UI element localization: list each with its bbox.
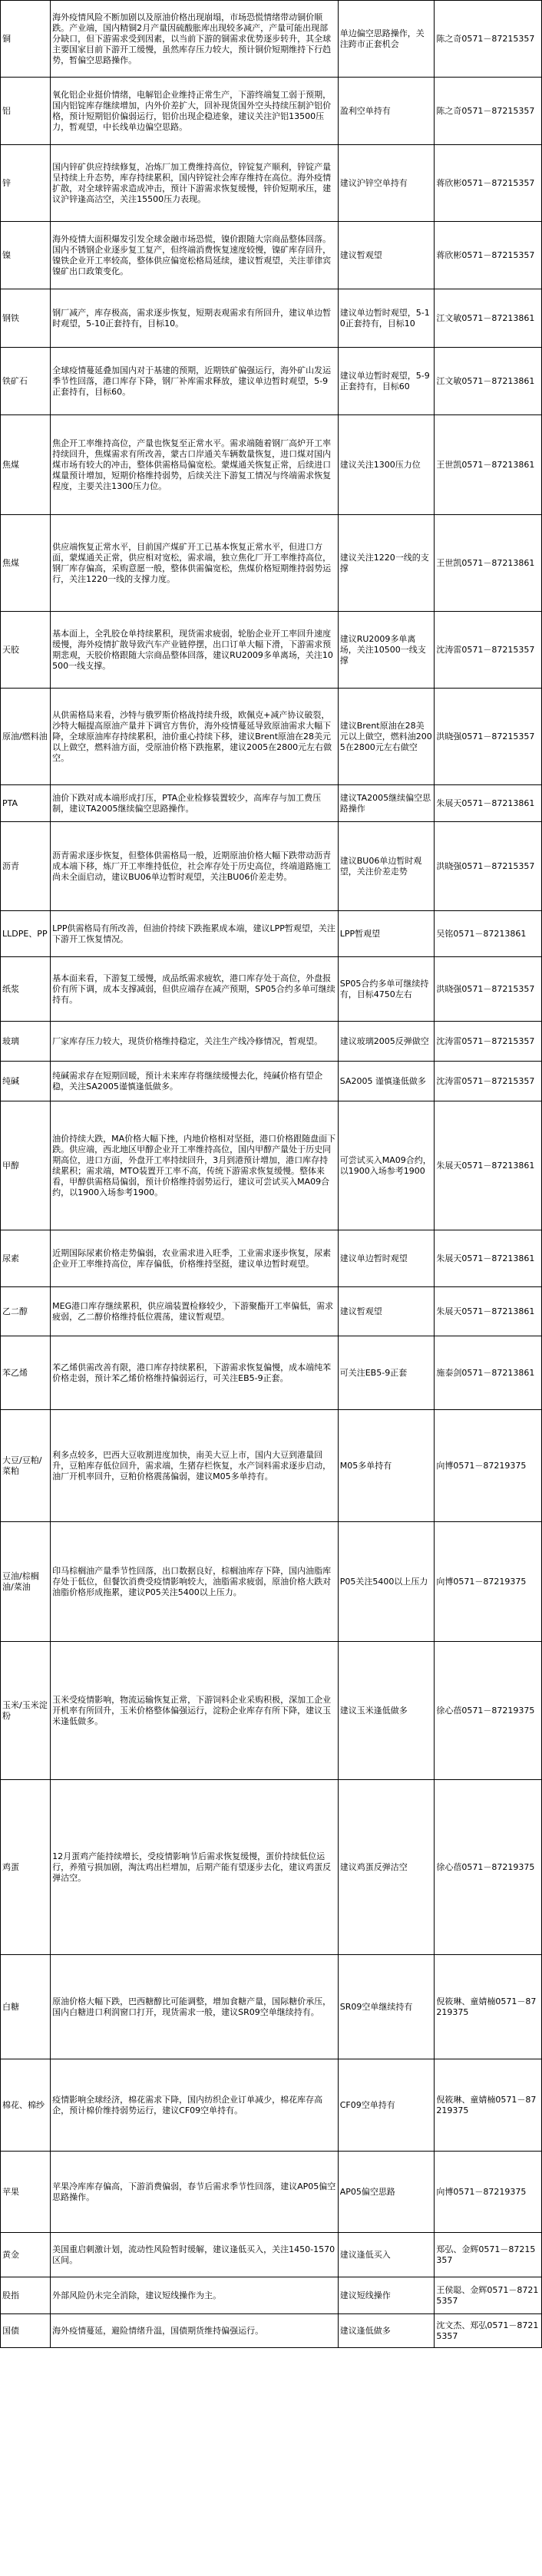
analyst-contact: 向博0571－87219375	[435, 2152, 542, 2233]
strategy-advice: 建议关注1300压力位	[338, 415, 435, 515]
market-analysis: 钢厂减产，库存极高，需求逐步恢复，短期表观需求有所回升，建议单边暂时观望，5-10正套持有，目标10。	[51, 289, 339, 348]
commodity-name: 纯碱	[1, 1062, 51, 1101]
table-row	[1, 1, 542, 78]
market-analysis: 纯碱需求存在短期回暖，预计未来库存将继续缓慢去化，纯碱价格有望企稳，关注SA2005谨慎逢低做多。	[51, 1062, 339, 1101]
commodity-name: 甲醇	[1, 1101, 51, 1230]
market-analysis: 利多点较多，巴西大豆收割进度加快，南美大豆上市，国内大豆到港量回升，豆粕库存低位回升，需求端，生猪存栏恢复，水产饲料需求逐步启动，油厂开机率回升，豆粕价格震荡偏弱，建议M05多单持有。	[51, 1410, 339, 1522]
table-row	[1, 785, 542, 822]
commodity-name: PTA	[1, 785, 51, 822]
analyst-contact: 徐心蓓0571－87219375	[435, 1780, 542, 1955]
analyst-contact: 倪筱琳、童婧楠0571－87219375	[435, 2059, 542, 2152]
analyst-contact: 朱展天0571－87213861	[435, 785, 542, 822]
commodity-name: 黄金	[1, 2233, 51, 2277]
table-row	[1, 2233, 542, 2277]
commodity-name: 乙二醇	[1, 1287, 51, 1336]
market-analysis: 印马棕榈油产量季节性回落，出口数据良好，棕榈油库存下降，国内油脂库存处于低位，但餐饮消费受疫情影响较大，油脂需求疲弱，原油价格大跌对油脂价格形成拖累，建议P05关注5400以上压力。	[51, 1522, 339, 1642]
commodity-name: 玻璃	[1, 1022, 51, 1062]
strategy-advice: SP05合约多单可继续持有，目标4750左右	[338, 957, 435, 1022]
strategy-advice: 建议关注1220一线的支撑	[338, 515, 435, 612]
commodity-name: 玉米/玉米淀粉	[1, 1642, 51, 1780]
strategy-advice: 建议BU06单边暂时观望，关注价差走势	[338, 822, 435, 911]
strategy-advice: 建议逢低做多	[338, 2314, 435, 2348]
analyst-contact: 施泰剑0571－87213861	[435, 1336, 542, 1410]
strategy-advice: P05关注5400以上压力	[338, 1522, 435, 1642]
strategy-advice: 建议短线操作	[338, 2277, 435, 2314]
table-row	[1, 957, 542, 1022]
strategy-advice: CF09空单持有	[338, 2059, 435, 2152]
market-analysis: 基本面上，全乳胶仓单持续累积，现货需求疲弱，轮胎企业开工率回升速度缓慢，海外疫情扩散导致汽车产业链停摆，出口订单大幅下滑，下游需求预期悲观，天胶价格跟随大宗商品整体回落，建议RU2009多单离场，关注10500一线支撑。	[51, 612, 339, 689]
commodity-name: 天胶	[1, 612, 51, 689]
table-row	[1, 1022, 542, 1062]
commodity-name: 铜	[1, 1, 51, 78]
market-analysis: 近期国际尿素价格走势偏弱，农业需求进入旺季，工业需求逐步恢复，尿素企业开工率维持高位，库存偏低，价格维持坚挺，建议单边暂时观望。	[51, 1230, 339, 1287]
table-row	[1, 2152, 542, 2233]
commodity-name: 苹果	[1, 2152, 51, 2233]
table-body	[1, 1, 542, 2348]
analyst-contact: 徐心蓓0571－87219375	[435, 1642, 542, 1780]
commodity-name: 镍	[1, 222, 51, 289]
table-row	[1, 415, 542, 515]
table-row	[1, 1410, 542, 1522]
table-row	[1, 2314, 542, 2348]
analyst-contact: 吴铭0571－87213861	[435, 911, 542, 957]
strategy-advice: 建议单边暂时观望，5-10正套持有，目标10	[338, 289, 435, 348]
analyst-contact: 沈文杰、郑弘0571－87215357	[435, 2314, 542, 2348]
commodity-name: 棉花、棉纱	[1, 2059, 51, 2152]
strategy-advice: AP05偏空思路	[338, 2152, 435, 2233]
commodity-name: 股指	[1, 2277, 51, 2314]
commodity-name: 苯乙烯	[1, 1336, 51, 1410]
table-row	[1, 348, 542, 415]
table-row	[1, 2059, 542, 2152]
market-analysis: 海外疫情蔓延，避险情绪升温，国债期货维持偏强运行。	[51, 2314, 339, 2348]
commodity-name: 锌	[1, 145, 51, 222]
market-analysis: 油价下跌对成本端形成打压，PTA企业检修装置较少，高库存与加工费压制，建议TA2005继续偏空思路操作。	[51, 785, 339, 822]
market-analysis: 苯乙烯供需改善有限，港口库存持续累积，下游需求恢复偏慢，成本端纯苯价格走弱，预计苯乙烯价格维持偏弱运行，可关注EB5-9正套。	[51, 1336, 339, 1410]
analyst-contact: 洪晓强0571－87215357	[435, 957, 542, 1022]
market-analysis: 供应端恢复正常水平，目前国产煤矿开工已基本恢复正常水平，但进口方面，蒙煤通关正常，供应相对宽松，需求端，独立焦化厂开工率维持高位，钢厂库存偏高，采购意愿一般，整体供需偏宽松，焦煤价格短期维持弱势运行，关注1220一线的支撑力度。	[51, 515, 339, 612]
market-analysis: LPP供需格局有所改善，但油价持续下跌拖累成本端，建议LPP暂观望，关注下游开工恢复情况。	[51, 911, 339, 957]
market-analysis: MEG港口库存继续累积，供应端装置检修较少，下游聚酯开工率偏低，需求疲弱，乙二醇价格维持低位震荡，建议暂观望。	[51, 1287, 339, 1336]
strategy-advice: 建议鸡蛋反弹沽空	[338, 1780, 435, 1955]
strategy-advice: 盈利空单持有	[338, 78, 435, 145]
analyst-contact: 郑弘、金辉0571－87215357	[435, 2233, 542, 2277]
analyst-contact: 蒋欣彬0571－87215357	[435, 222, 542, 289]
strategy-advice: 建议逢低买入	[338, 2233, 435, 2277]
table-row	[1, 1336, 542, 1410]
market-analysis: 厂家库存压力较大，现货价格维持稳定，关注生产线冷修情况，暂观望。	[51, 1022, 339, 1062]
table-row	[1, 822, 542, 911]
strategy-advice: 单边偏空思路操作，关注跨市正套机会	[338, 1, 435, 78]
strategy-advice: 建议单边暂时观望，5-9正套持有，目标60	[338, 348, 435, 415]
commodity-name: 白糖	[1, 1955, 51, 2059]
strategy-advice: M05多单持有	[338, 1410, 435, 1522]
table-row	[1, 289, 542, 348]
market-analysis: 玉米受疫情影响，物流运输恢复正常，下游饲料企业采购积极，深加工企业开机率有所回升，玉米价格整体偏强运行，淀粉企业库存有所下降，建议玉米逢低做多。	[51, 1642, 339, 1780]
commodity-name: 鸡蛋	[1, 1780, 51, 1955]
commodity-name: 焦煤	[1, 415, 51, 515]
analyst-contact: 江文敏0571－87213861	[435, 348, 542, 415]
commodity-name: 尿素	[1, 1230, 51, 1287]
analyst-contact: 朱展天0571－87213861	[435, 1287, 542, 1336]
market-analysis: 海外疫情风险不断加剧以及原油价格出现崩塌，市场恐慌情绪带动铜价顺跌。产业端，国内精铜2月产量因硫酸胀库出现较多减产，产量可能出现部分缺口，但下游需求受到因素，以当前下游的铜需求优势逐步转升，其全球主要国家目前下游开工缓慢，虽然库存压力较大，预计铜价短期维持下行趋势，暂偏空思路操作。	[51, 1, 339, 78]
strategy-advice: 建议玉米逢低做多	[338, 1642, 435, 1780]
market-analysis: 氧化铝企业挺价情绪，电解铝企业维持正常生产，下游终端复工弱于预期，国内铝锭库存继续增加，内外价差扩大，回补现货国外空头持续压制沪铝价格，预计短期铝价偏弱运行，铝价出现企稳迹象，建议关注沪铝13500压力，暂观望，中长线单边偏空思路。	[51, 78, 339, 145]
commodity-name: 焦煤	[1, 515, 51, 612]
analyst-contact: 向博0571－87219375	[435, 1410, 542, 1522]
strategy-advice: 建议TA2005继续偏空思路操作	[338, 785, 435, 822]
commodity-name: 铁矿石	[1, 348, 51, 415]
analyst-contact: 王侯聪、金辉0571－87215357	[435, 2277, 542, 2314]
table-row	[1, 2277, 542, 2314]
market-analysis: 基本面来看，下游复工缓慢，成品纸需求疲软，港口库存处于高位，外盘报价有所下调，成本支撑减弱，但供应端存在减产预期，SP05合约多单可继续持有。	[51, 957, 339, 1022]
table-row	[1, 689, 542, 785]
analyst-contact: 洪晓强0571－87215357	[435, 822, 542, 911]
table-row	[1, 1780, 542, 1955]
table-row	[1, 222, 542, 289]
commodity-name: 纸浆	[1, 957, 51, 1022]
commodity-name: 铝	[1, 78, 51, 145]
market-analysis: 外部风险仍未完全消除，建议短线操作为主。	[51, 2277, 339, 2314]
strategy-advice: 可尝试买入MA09合约，以1900入场参考1900	[338, 1101, 435, 1230]
analyst-contact: 蒋欣彬0571－87215357	[435, 145, 542, 222]
market-analysis: 沥青需求逐步恢复，但整体供需格局一般，近期原油价格大幅下跌带动沥青成本端下移，炼厂开工率维持低位，社会库存处于历史高位，终端道路施工尚未全面启动，建议BU06单边暂时观望，关注BU06价差走势。	[51, 822, 339, 911]
analyst-contact: 向博0571－87219375	[435, 1522, 542, 1642]
table-row	[1, 1955, 542, 2059]
market-analysis: 焦企开工率维持高位，产量也恢复至正常水平。需求端随着钢厂高炉开工率持续回升，焦煤需求有所改善，蒙古口岸通关车辆数量恢复，进口煤对国内煤市场有较大的冲击，整体供需格局偏宽松。蒙煤通关恢复正常，后续进口煤量预计增加，短期价格维持弱势，后续关注下游复工情况与终端需求恢复程度，主要关注1300压力位。	[51, 415, 339, 515]
commodity-name: 钢铁	[1, 289, 51, 348]
commodity-name: LLDPE、PP	[1, 911, 51, 957]
strategy-advice: 建议沪锌空单持有	[338, 145, 435, 222]
strategy-advice: SA2005 谨慎逢低做多	[338, 1062, 435, 1101]
analyst-contact: 王世凯0571－87213861	[435, 515, 542, 612]
strategy-advice: 建议暂观望	[338, 1287, 435, 1336]
analyst-contact: 沈涛雷0571－87215357	[435, 1062, 542, 1101]
table-row	[1, 145, 542, 222]
table-row	[1, 1062, 542, 1101]
analyst-contact: 洪晓强0571－87215357	[435, 689, 542, 785]
commodity-name: 沥青	[1, 822, 51, 911]
market-analysis: 全球疫情蔓延叠加国内对于基建的预期，近期铁矿偏强运行，海外矿山发运季节性回落，港口库存下降，钢厂补库需求释放，建议单边暂时观望，5-9正套持有，目标60。	[51, 348, 339, 415]
analyst-contact: 沈涛雷0571－87215357	[435, 612, 542, 689]
commodity-name: 豆油/棕榈油/菜油	[1, 1522, 51, 1642]
strategy-advice: 建议玻璃2005反弹做空	[338, 1022, 435, 1062]
analyst-contact: 王世凯0571－87213861	[435, 415, 542, 515]
analyst-contact: 朱展天0571－87213861	[435, 1230, 542, 1287]
strategy-advice: 建议RU2009多单离场，关注10500一线支撑	[338, 612, 435, 689]
market-analysis: 美国重启刺激计划，流动性风险暂时缓解，建议逢低买入，关注1450-1570区间。	[51, 2233, 339, 2277]
market-analysis: 油价持续大跌，MA价格大幅下挫，内地价格相对坚挺，港口价格跟随盘面下跌。供应端，西北地区甲醇企业开工率维持高位，国内甲醇产量处于历史同期高位，进口方面，外盘开工率持续回升，3月到港预计增加，港口库存持续累积；需求端，MTO装置开工率不高，传统下游需求恢复缓慢。整体来看，甲醇供需格局偏弱，预计价格维持弱势运行，建议可尝试买入MA09合约，以1900入场参考1900。	[51, 1101, 339, 1230]
analyst-contact: 陈之奇0571－87215357	[435, 1, 542, 78]
strategy-advice: 建议Brent原油在28美元以上做空，燃料油2005在2800元左右做空	[338, 689, 435, 785]
strategy-advice: 可关注EB5-9正套	[338, 1336, 435, 1410]
analyst-contact: 陈之奇0571－87215357	[435, 78, 542, 145]
table-row	[1, 515, 542, 612]
table-row	[1, 1522, 542, 1642]
market-analysis: 12月蛋鸡产能持续增长，受疫情影响节后需求恢复缓慢，蛋价持续低位运行，养殖亏损加剧，淘汰鸡出栏增加，后期产能有望逐步去化，建议鸡蛋反弹沽空。	[51, 1780, 339, 1955]
strategy-advice: LPP暂观望	[338, 911, 435, 957]
table-row	[1, 1287, 542, 1336]
strategy-advice: SR09空单继续持有	[338, 1955, 435, 2059]
analyst-contact: 倪筱琳、童婧楠0571－87219375	[435, 1955, 542, 2059]
table-row	[1, 78, 542, 145]
commodity-name: 国债	[1, 2314, 51, 2348]
table-row	[1, 612, 542, 689]
market-analysis: 海外疫情大面积爆发引发全球金融市场恐慌，镍价跟随大宗商品整体回落。国内不锈钢企业逐步复工复产，但终端消费恢复速度较慢，镍矿库存回升，镍铁企业开工率较高，整体供应偏宽松格局延续，建议暂观望，关注菲律宾镍矿出口政策变化。	[51, 222, 339, 289]
strategy-advice: 建议单边暂时观望	[338, 1230, 435, 1287]
analyst-contact: 江文敏0571－87213861	[435, 289, 542, 348]
market-analysis: 苹果冷库库存偏高，下游消费偏弱，春节后需求季节性回落，建议AP05偏空思路操作。	[51, 2152, 339, 2233]
table-row	[1, 1101, 542, 1230]
market-analysis: 从供需格局来看，沙特与俄罗斯价格战持续升级，欧佩克+减产协议破裂，沙特大幅提高原油产量并下调官方售价，海外疫情蔓延导致原油需求大幅下降，全球原油库存持续累积，油价重心持续下移，建议Brent原油在28美元以上做空，燃料油方面，受原油价格下跌拖累，建议2005在2800元左右做空。	[51, 689, 339, 785]
analyst-contact: 朱展天0571－87213861	[435, 1101, 542, 1230]
commodity-name: 原油/燃料油	[1, 689, 51, 785]
strategy-advice: 建议暂观望	[338, 222, 435, 289]
table-row	[1, 1642, 542, 1780]
analyst-contact: 沈涛雷0571－87215357	[435, 1022, 542, 1062]
commodity-name: 大豆/豆粕/菜粕	[1, 1410, 51, 1522]
market-analysis: 疫情影响全球经济，棉花需求下降，国内纺织企业订单减少，棉花库存高企，预计棉价维持弱势运行，建议CF09空单持有。	[51, 2059, 339, 2152]
market-analysis: 原油价格大幅下跌，巴西糖醇比可能调整，增加食糖产量，国际糖价承压，国内白糖进口利润窗口打开，现货需求一般，建议SR09空单继续持有。	[51, 1955, 339, 2059]
table-row	[1, 1230, 542, 1287]
market-analysis: 国内锌矿供应持续修复，冶炼厂加工费维持高位，锌锭复产顺利，锌锭产量呈持续上升态势，库存持续累积，国内锌锭社会库存维持在高位。海外疫情扩散，对全球锌需求造成冲击，预计下游需求恢复缓慢，锌价短期承压，建议沪锌逢高沽空，关注15500压力表现。	[51, 145, 339, 222]
table-row	[1, 911, 542, 957]
